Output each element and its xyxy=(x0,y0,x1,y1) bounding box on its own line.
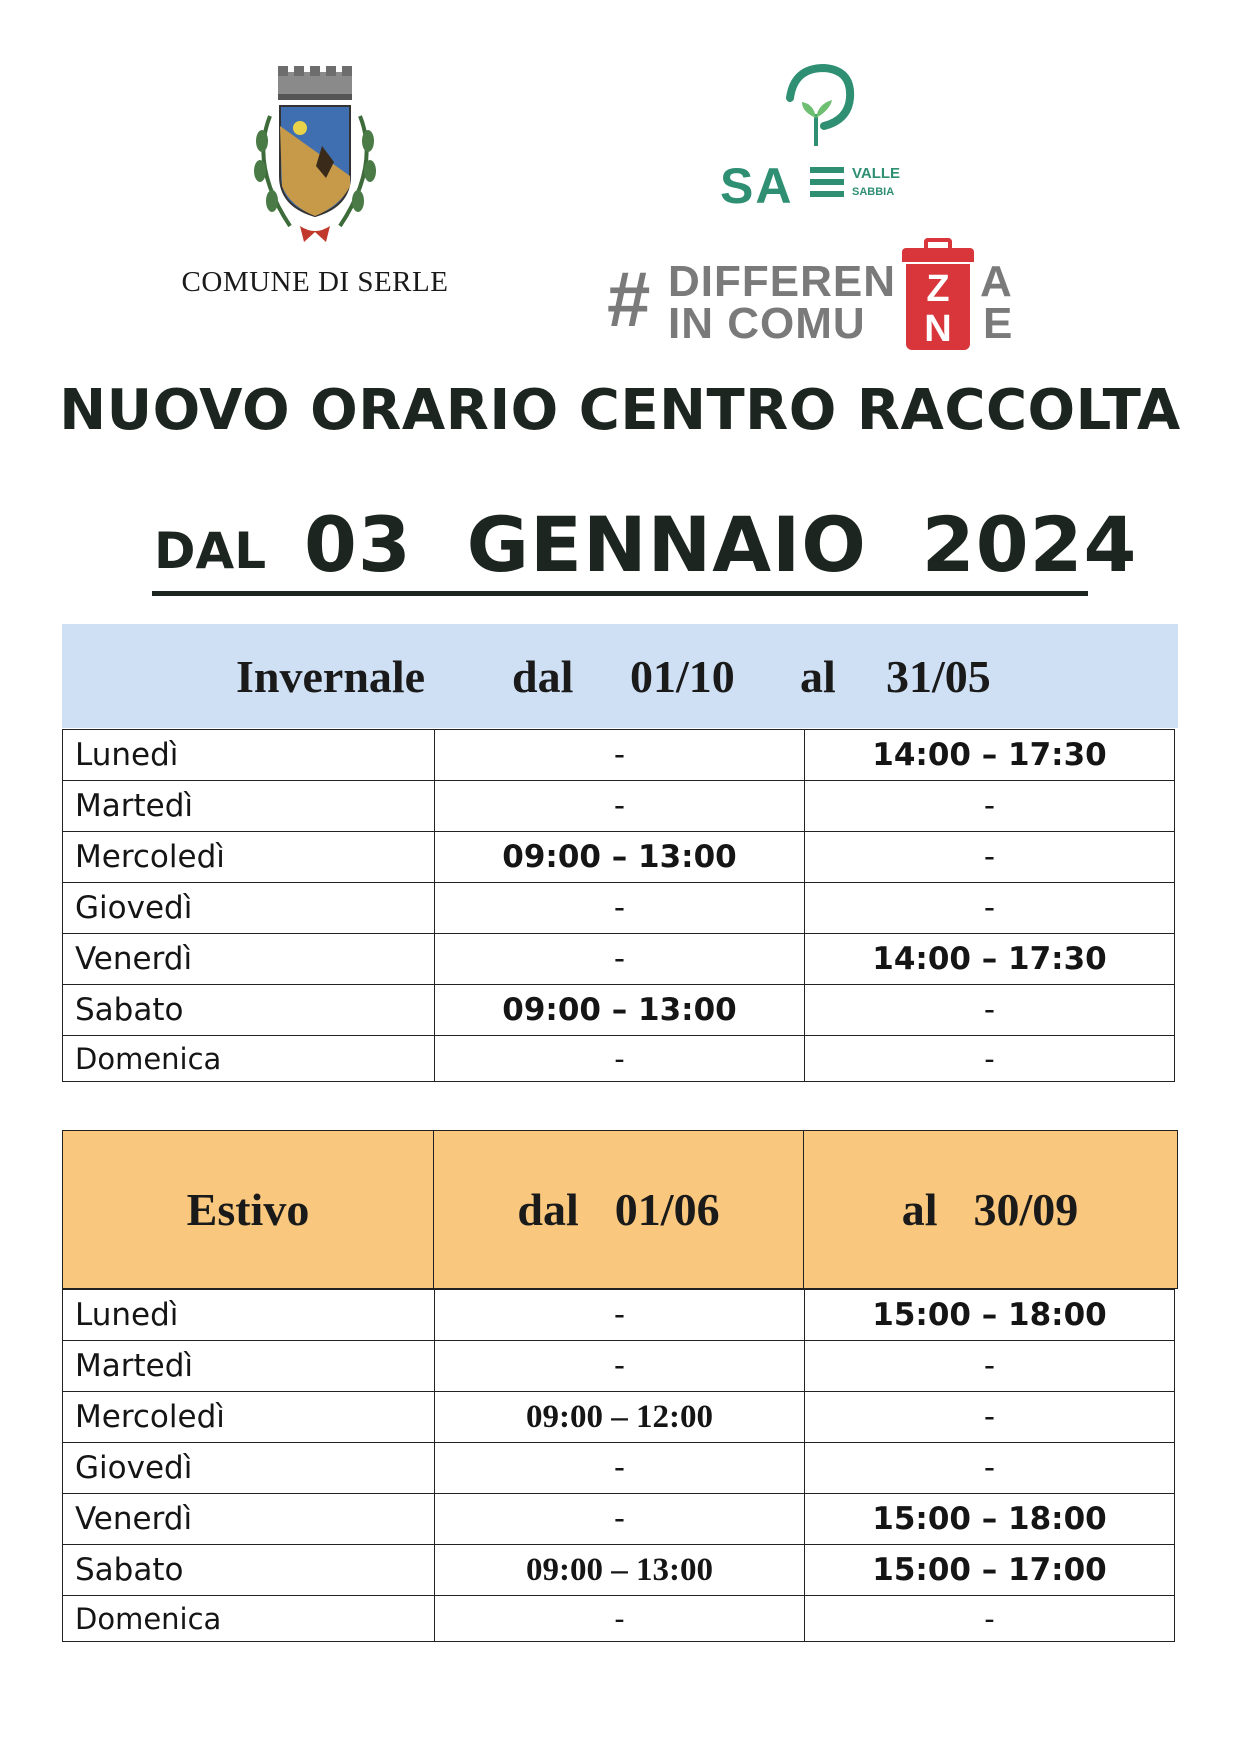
day-cell: Martedì xyxy=(63,1341,435,1392)
morning-cell: 09:00 – 12:00 xyxy=(435,1392,805,1443)
summer-from-cell xyxy=(434,1131,804,1288)
day-cell: Domenica xyxy=(63,1036,435,1082)
table-row xyxy=(63,1443,1175,1494)
winter-to-date: 31/05 xyxy=(886,651,991,702)
day-cell: Lunedì xyxy=(63,1290,435,1341)
morning-cell: - xyxy=(435,1036,805,1082)
day-cell: Giovedì xyxy=(63,883,435,934)
afternoon-cell: - xyxy=(805,781,1175,832)
morning-cell: - xyxy=(435,781,805,832)
winter-header xyxy=(62,624,1178,728)
page-title: NUOVO ORARIO CENTRO RACCOLTA xyxy=(59,378,1181,443)
afternoon-cell: 15:00 – 18:00 xyxy=(805,1290,1175,1341)
summer-to-word: al xyxy=(901,1184,938,1235)
afternoon-cell: - xyxy=(805,832,1175,883)
afternoon-cell: - xyxy=(805,883,1175,934)
morning-cell: - xyxy=(435,934,805,985)
sae-subtitle xyxy=(852,165,900,201)
winter-from-date: 01/10 xyxy=(630,651,735,702)
campaign-hash: # xyxy=(607,255,651,343)
afternoon-cell: - xyxy=(805,1443,1175,1494)
comune-name: COMUNE DI SERLE xyxy=(181,266,449,298)
day-cell: Mercoledì xyxy=(63,832,435,883)
morning-cell: 09:00 – 13:00 xyxy=(435,1545,805,1596)
afternoon-cell: 14:00 – 17:30 xyxy=(805,934,1175,985)
afternoon-cell: - xyxy=(805,1036,1175,1082)
morning-cell: 09:00 – 13:00 xyxy=(435,985,805,1036)
waste-bin-icon xyxy=(902,248,974,350)
day-cell: Venerdì xyxy=(63,934,435,985)
effective-date-value: 03 GENNAIO 2024 xyxy=(304,500,1138,589)
day-cell: Martedì xyxy=(63,781,435,832)
summer-schedule-table xyxy=(62,1289,1175,1642)
table-row xyxy=(63,730,1175,781)
morning-cell: - xyxy=(435,883,805,934)
afternoon-cell: 15:00 – 17:00 xyxy=(805,1545,1175,1596)
afternoon-cell: - xyxy=(805,1392,1175,1443)
day-cell: Lunedì xyxy=(63,730,435,781)
effective-date-prefix: DAL xyxy=(154,522,267,580)
day-cell: Venerdì xyxy=(63,1494,435,1545)
table-row xyxy=(63,1036,1175,1082)
table-row xyxy=(63,883,1175,934)
table-row xyxy=(63,832,1175,883)
day-cell: Giovedì xyxy=(63,1443,435,1494)
summer-from-date: 01/06 xyxy=(614,1184,720,1235)
campaign-wordmark xyxy=(600,222,1020,350)
table-row xyxy=(63,781,1175,832)
summer-label: Estivo xyxy=(186,1184,310,1235)
morning-cell: 09:00 – 13:00 xyxy=(435,832,805,883)
table-row xyxy=(63,1392,1175,1443)
sae-letters: SA xyxy=(720,158,794,214)
campaign-tail-bottom: E xyxy=(983,299,1013,348)
afternoon-cell: 14:00 – 17:30 xyxy=(805,730,1175,781)
day-cell: Mercoledì xyxy=(63,1392,435,1443)
table-row xyxy=(63,934,1175,985)
winter-label: Invernale xyxy=(236,651,426,702)
summer-label-cell xyxy=(63,1131,434,1288)
day-cell: Sabato xyxy=(63,1545,435,1596)
table-row xyxy=(63,985,1175,1036)
winter-to-word: al xyxy=(800,651,836,702)
day-cell: Domenica xyxy=(63,1596,435,1642)
comune-crest-block xyxy=(150,66,480,299)
morning-cell: - xyxy=(435,1290,805,1341)
bin-letter-bottom: N xyxy=(924,308,952,350)
campaign-line1: DIFFEREN xyxy=(668,257,896,306)
morning-cell: - xyxy=(435,1494,805,1545)
coat-of-arms-icon xyxy=(230,66,400,246)
summer-to-cell xyxy=(804,1131,1176,1288)
summer-header xyxy=(62,1130,1178,1289)
bin-letter-top: Z xyxy=(926,268,950,310)
morning-cell: - xyxy=(435,1341,805,1392)
summer-to-date: 30/09 xyxy=(973,1184,1079,1235)
day-cell: Sabato xyxy=(63,985,435,1036)
table-row xyxy=(63,1596,1175,1642)
winter-schedule-table xyxy=(62,729,1175,1082)
campaign-line2: IN COMU xyxy=(668,299,866,348)
campaign-tail-top: A xyxy=(980,257,1012,306)
table-row xyxy=(63,1494,1175,1545)
sprout-icon xyxy=(780,62,860,152)
morning-cell: - xyxy=(435,730,805,781)
afternoon-cell: - xyxy=(805,1341,1175,1392)
sae-bars-icon xyxy=(810,167,844,203)
table-row xyxy=(63,1290,1175,1341)
afternoon-cell: 15:00 – 18:00 xyxy=(805,1494,1175,1545)
effective-date xyxy=(152,500,1138,596)
afternoon-cell: - xyxy=(805,985,1175,1036)
morning-cell: - xyxy=(435,1596,805,1642)
morning-cell: - xyxy=(435,1443,805,1494)
sae-campaign-logo xyxy=(600,62,1020,350)
afternoon-cell: - xyxy=(805,1596,1175,1642)
table-row xyxy=(63,1545,1175,1596)
table-row xyxy=(63,1341,1175,1392)
winter-from-word: dal xyxy=(512,651,574,702)
sae-subtitle-line2: SABBIA xyxy=(852,186,895,198)
summer-from-word: dal xyxy=(517,1184,579,1235)
sae-subtitle-line1: VALLE xyxy=(852,165,901,182)
